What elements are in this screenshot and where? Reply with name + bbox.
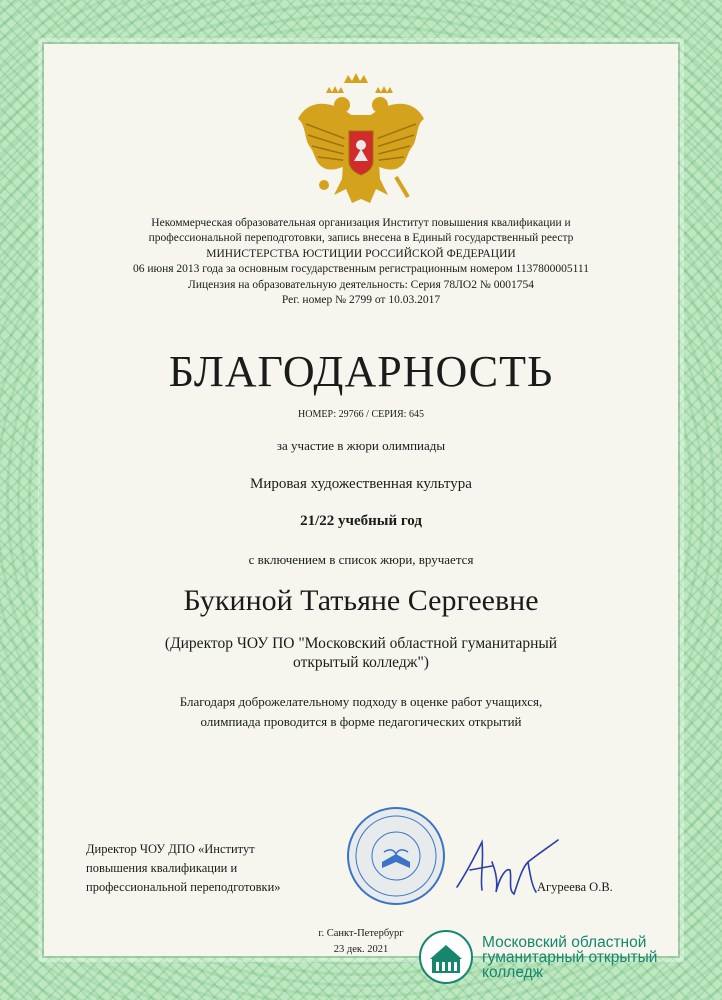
header-line: Рег. номер № 2799 от 10.03.2017 [281,294,441,307]
official-stamp-icon [344,804,448,908]
logo-line: Московский областной [482,933,647,951]
logo-line: гуманитарный открытый [482,948,658,966]
college-watermark-logo [418,924,718,990]
college-logo-text [482,935,657,980]
organization-header [64,216,658,308]
header-line: МИНИСТЕРСТВА ЮСТИЦИИ РОССИЙСКОЙ ФЕДЕРАЦИИ [206,247,516,260]
signatory-line: Директор ЧОУ ДПО «Институт [86,842,255,856]
college-building-icon [418,929,474,985]
thanks-line: олимпиада проводится в форме педагогических открытий [200,714,522,729]
participation-text: за участие в жюри олимпиады [276,438,446,453]
signatory-line: повышения квалификации и [86,861,238,875]
academic-year-text: 21/22 учебный год [300,513,422,529]
signatory-line: профессиональной переподготовки» [86,880,281,894]
thanks-text [104,692,618,732]
inclusion-text: с включением в список жюри, вручается [248,552,474,567]
subject-text: Мировая художественная культура [250,476,472,492]
coat-of-arms-icon [296,69,426,219]
recipient-role-line: (Директор ЧОУ ПО "Московский областной гуманитарный [164,635,558,652]
signatory-name: Агуреева О.В. [537,880,613,894]
signatory-title [86,840,281,897]
number-series-line: НОМЕР: 29766 / СЕРИЯ: 645 [298,409,424,420]
recipient-name: Букиной Татьяне Сергеевне [183,584,539,617]
header-line: профессиональной переподготовки, запись внесена в Единый государственный реестр [148,232,574,245]
thanks-line: Благодаря доброжелательному подходу в оценке работ учащихся, [179,694,543,709]
city-text: г. Санкт-Петербург [318,928,404,939]
header-line: 06 июня 2013 года за основным государственным регистрационным номером 1137800005111 [132,263,590,276]
certificate-sheet [44,44,678,956]
header-line: Лицензия на образовательную деятельность: Серия 78ЛО2 № 0001754 [188,278,534,291]
logo-line: колледж [482,963,544,981]
header-line: Некоммерческая образовательная организация Институт повышения квалификации и [151,217,571,229]
recipient-role-line: открытый колледж") [293,654,429,671]
document-title: БЛАГОДАРНОСТЬ [168,347,554,396]
recipient-role [104,634,618,672]
date-text: 23 дек. 2021 [333,944,389,955]
